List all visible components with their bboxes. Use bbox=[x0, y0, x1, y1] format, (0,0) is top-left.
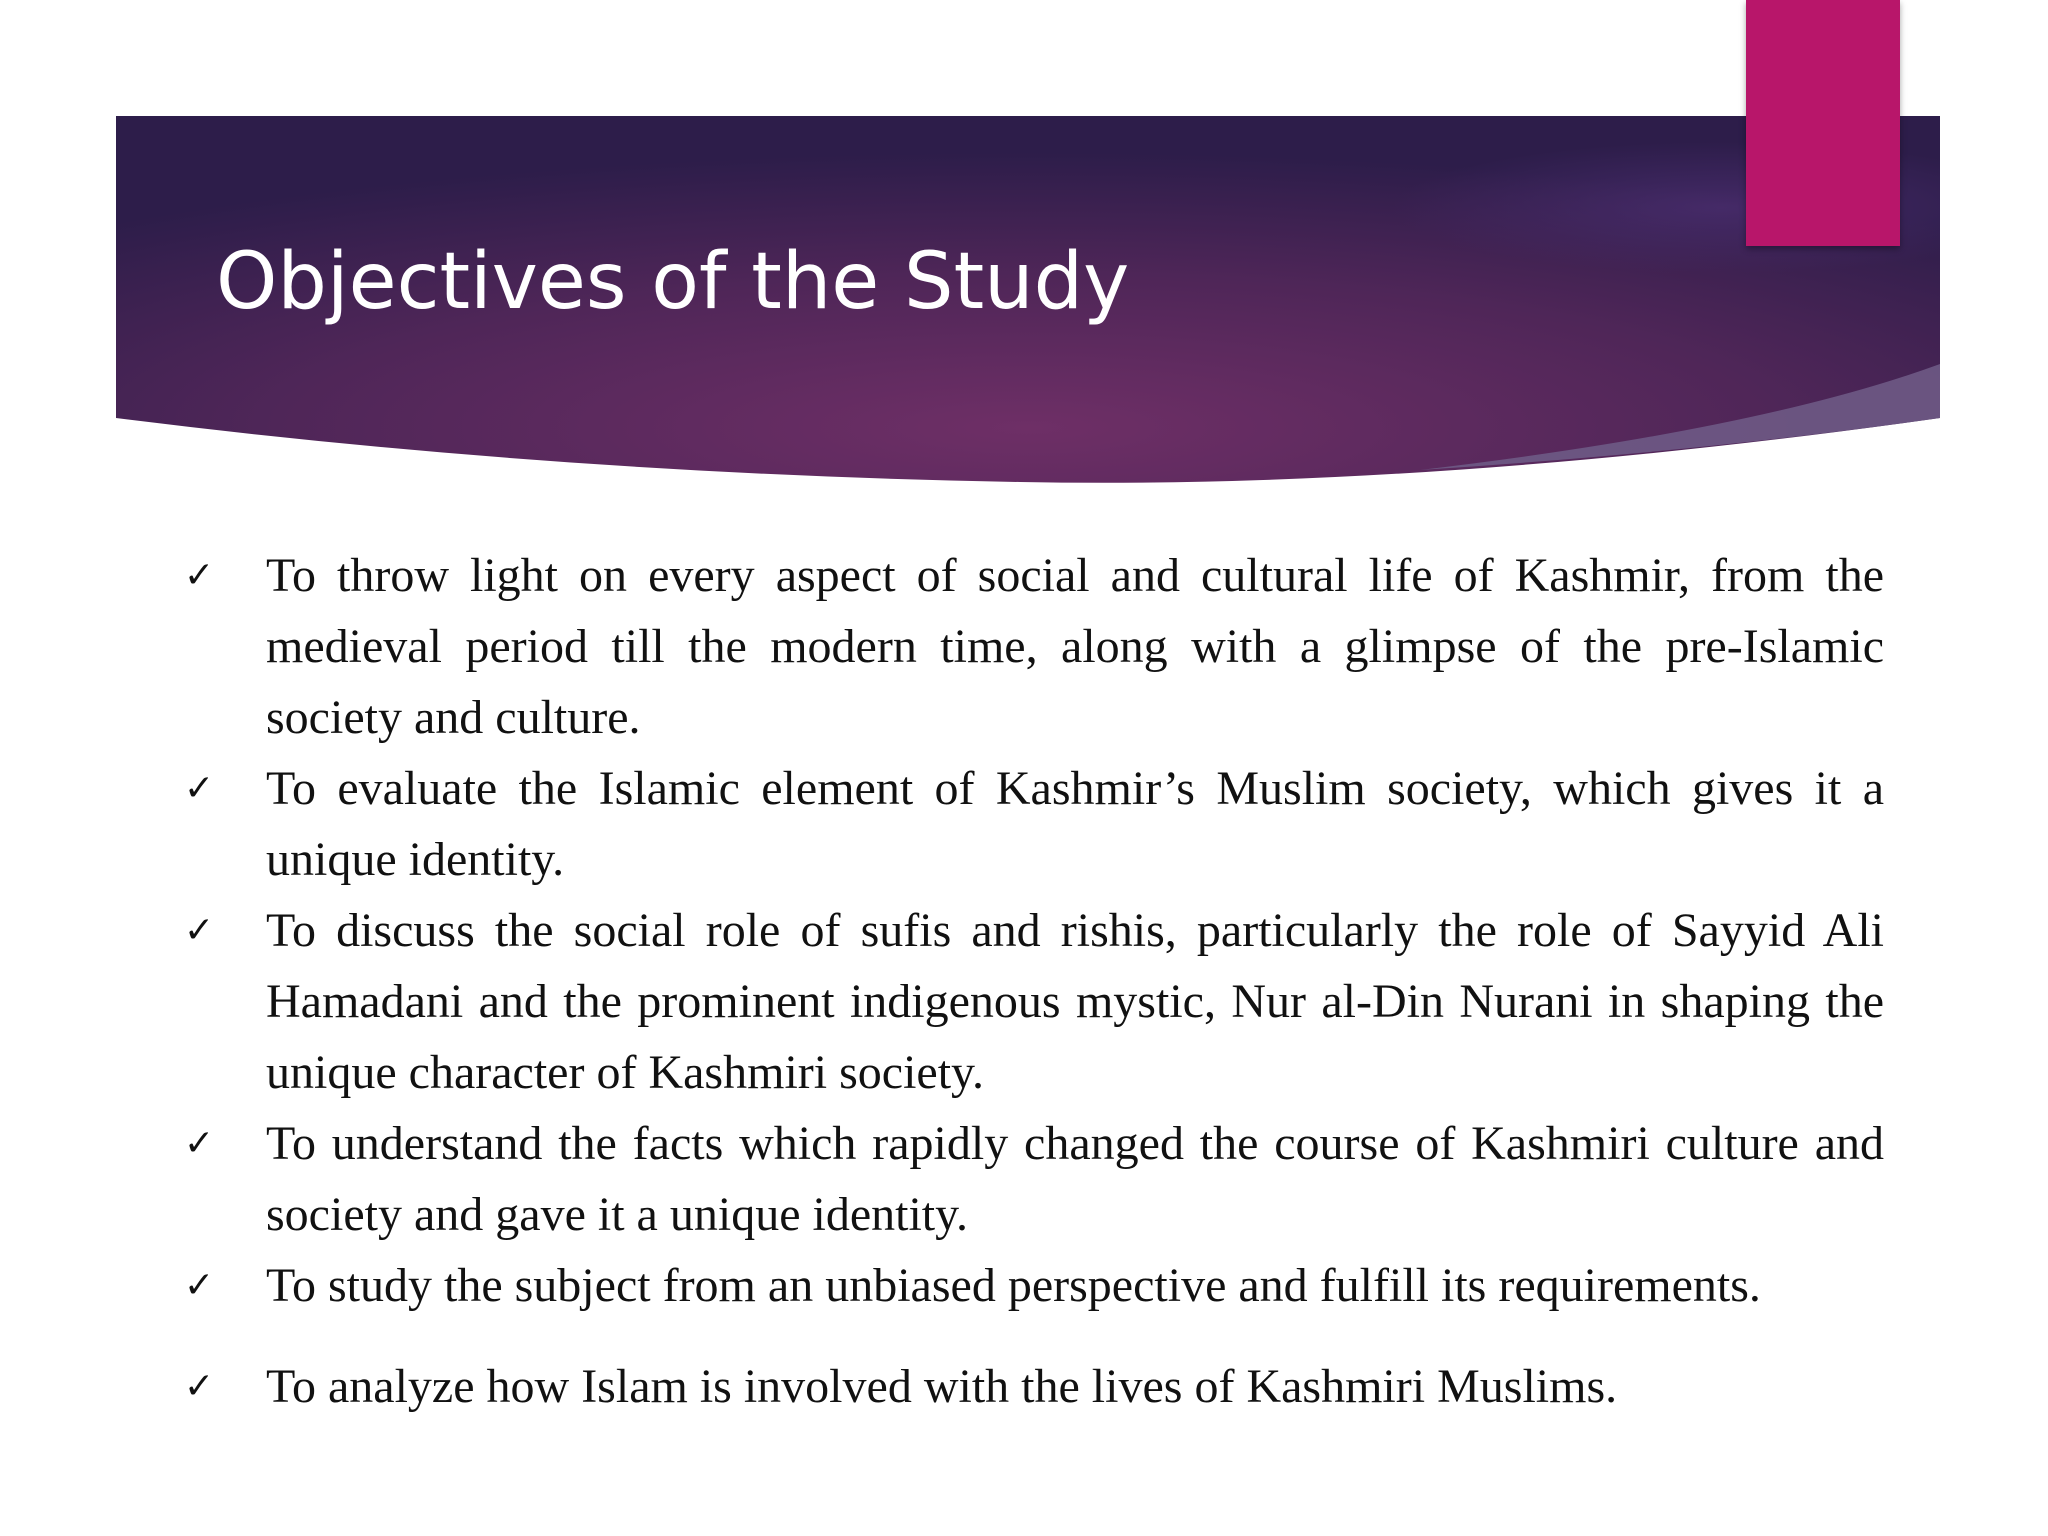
list-item bbox=[184, 1351, 1884, 1422]
check-icon: ✓ bbox=[184, 1123, 215, 1164]
objective-text: To discuss the social role of sufis and rishis, particularly the role of Sayyid Ali Hamadani and the prominent indigenous mystic, Nur al-Din Nurani in shaping the unique character of Kashmiri society. bbox=[266, 904, 1884, 1099]
check-icon: ✓ bbox=[184, 768, 215, 809]
objective-text: To understand the facts which rapidly changed the course of Kashmiri culture and society and gave it a unique identity. bbox=[266, 1117, 1884, 1241]
list-item bbox=[184, 895, 1884, 1108]
objective-text: To study the subject from an unbiased perspective and fulfill its requirements. bbox=[266, 1259, 1761, 1312]
slide-title: Objectives of the Study bbox=[216, 237, 1130, 327]
list-item bbox=[184, 540, 1884, 753]
check-icon: ✓ bbox=[184, 1366, 215, 1407]
list-item bbox=[184, 1250, 1884, 1321]
objectives-list bbox=[184, 540, 1884, 1422]
objective-text: To throw light on every aspect of social and cultural life of Kashmir, from the medieval period till the modern time, along with a glimpse of the pre-Islamic society and culture. bbox=[266, 549, 1884, 744]
check-icon: ✓ bbox=[184, 555, 215, 596]
objective-text: To evaluate the Islamic element of Kashmir’s Muslim society, which gives it a unique identity. bbox=[266, 762, 1884, 886]
accent-tab bbox=[1746, 0, 1900, 246]
list-item bbox=[184, 1108, 1884, 1250]
check-icon: ✓ bbox=[184, 910, 215, 951]
check-icon: ✓ bbox=[184, 1265, 215, 1306]
list-item bbox=[184, 753, 1884, 895]
objective-text: To analyze how Islam is involved with the lives of Kashmiri Muslims. bbox=[266, 1360, 1618, 1413]
